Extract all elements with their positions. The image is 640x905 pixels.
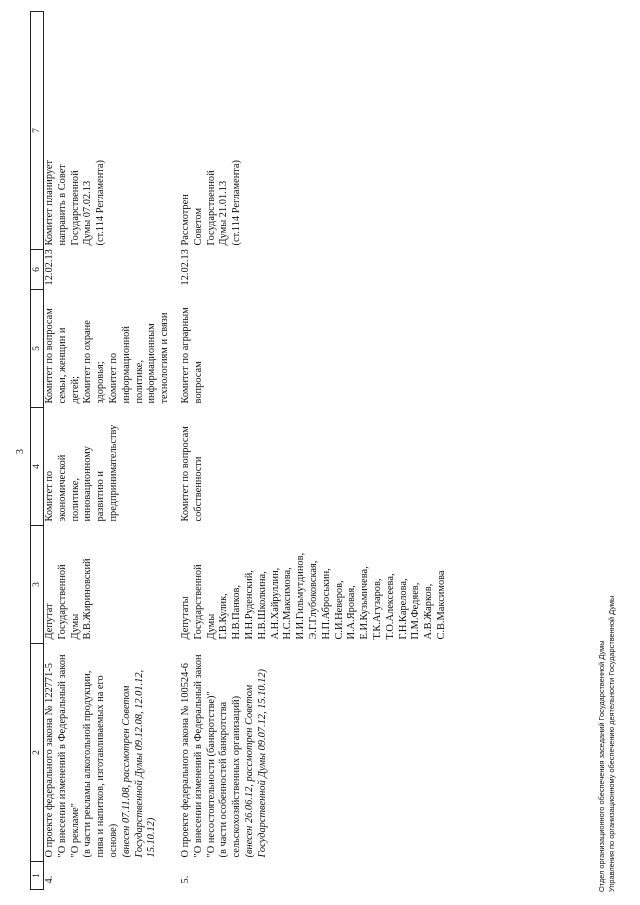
- initiator-line: Депутат: [44, 603, 55, 640]
- date-line: 12.02.13: [44, 249, 55, 286]
- status-line: (ст.114 Регламента): [95, 160, 107, 246]
- footer: [597, 562, 617, 892]
- row-number-line: 4.: [44, 875, 55, 884]
- column-number: 7: [31, 12, 44, 250]
- co-executor-committees-line: Комитет по вопросам: [44, 308, 55, 404]
- status-line: Думы 21.01.13: [218, 180, 230, 246]
- initiator-line: В.В.Жириновский: [82, 558, 94, 640]
- initiator-line: Г.В.Кулик,: [218, 593, 230, 640]
- responsible-committee-line: собственности: [192, 456, 204, 522]
- co-executor-committees-line: информационной: [120, 326, 132, 404]
- responsible-committee-line: развитию и: [95, 471, 107, 522]
- initiator-line: Э.Г.Глубоковская,: [307, 560, 319, 640]
- initiator-line: Государственной: [192, 564, 204, 640]
- responsible-committee-line: Комитет по вопросам: [179, 426, 191, 522]
- initiator-line: Н.В.Панков,: [231, 584, 243, 640]
- responsible-committee: [180, 408, 457, 526]
- column-number: 5: [31, 290, 44, 408]
- responsible-committee-line: экономической: [56, 454, 68, 522]
- co-executor-committees-line: Комитет по охране: [82, 320, 94, 404]
- bill-title-note-line: (внесен 26.06.12, рассмотрен Советом: [243, 684, 255, 858]
- co-executor-committees-line: информационным: [146, 323, 158, 404]
- responsible-committee-line: политике,: [69, 478, 81, 522]
- initiator: [44, 526, 180, 644]
- page-number: 3: [15, 449, 26, 454]
- responsible-committee: [44, 408, 180, 526]
- initiator-line: Государственной: [56, 564, 68, 640]
- initiator-line: Т.К.Агузаров,: [371, 578, 383, 640]
- initiator-line: Н.В.Школкина,: [256, 571, 268, 640]
- bill-title-line: (в части рекламы алкогольной продукции,: [82, 670, 94, 858]
- table-body: [44, 12, 457, 890]
- column-number: 3: [31, 526, 44, 644]
- initiator-line: А.В.Жарков,: [423, 583, 435, 640]
- bill-title-note-line: 15.10.12): [146, 817, 158, 858]
- date-line: 12.02.13: [179, 249, 191, 286]
- column-number: 1: [31, 862, 44, 890]
- bill-title-note-line: Государственной Думы 09.12.08, 12.01.12,: [133, 669, 145, 858]
- initiator-line: А.Н.Хайруллин,: [269, 567, 281, 640]
- status: [44, 12, 180, 250]
- table-row: [180, 12, 457, 890]
- initiator-line: И.А.Яровая,: [346, 585, 358, 640]
- initiator: [180, 526, 457, 644]
- co-executor-committees: [44, 290, 180, 408]
- footer-line: Отдел организационного обеспечения заседаний Государственной Думы: [597, 640, 606, 892]
- initiator-line: С.В.Максимова: [435, 570, 447, 640]
- bill-title-line: сельскохозяйственных организаций): [231, 695, 243, 858]
- co-executor-committees-line: Комитет по: [107, 352, 119, 404]
- co-executor-committees-line: здоровья;: [95, 361, 107, 404]
- table-row: [44, 12, 180, 890]
- bill-title-line: пива и напитков, изготавливаемых на его: [95, 675, 107, 858]
- bill-title-line: "О рекламе": [69, 803, 81, 858]
- bill-title: [180, 644, 457, 862]
- bill-title-line: (в части особенностей банкротства: [218, 701, 230, 858]
- row-number: [44, 862, 180, 890]
- co-executor-committees-line: политике,: [133, 360, 145, 404]
- initiator-line: Думы: [69, 613, 81, 640]
- status-line: Государственной: [69, 170, 81, 246]
- date: [44, 250, 180, 290]
- bill-title: [44, 644, 180, 862]
- bill-title-note-line: (внесен 07.11.08, рассмотрен Советом: [120, 685, 132, 858]
- bill-title-note-line: Государственной Думы 09.07.12, 15.10.12): [256, 669, 268, 858]
- bill-title-line: О проекте федерального закона № 122771-5: [44, 663, 55, 858]
- row-number-line: 5.: [179, 875, 191, 884]
- co-executor-committees: [180, 290, 457, 408]
- footer-line: Управления по организационному обеспечению деятельности Государственной Думы: [607, 595, 616, 892]
- bill-title-line: О проекте федерального закона № 100524-6: [179, 663, 191, 858]
- bills-table: [30, 11, 457, 890]
- initiator-line: Думы: [205, 613, 217, 640]
- initiator-line: П.М.Федяев,: [410, 582, 422, 640]
- rotated-page: [30, 12, 447, 890]
- bill-title-line: "О внесении изменений в Федеральный закон: [192, 654, 204, 858]
- status-line: Комитет планирует: [44, 159, 55, 246]
- column-number: 4: [31, 408, 44, 526]
- status: [180, 12, 457, 250]
- initiator-line: Депутаты: [179, 596, 191, 640]
- initiator-line: Е.И.Кузьмичева,: [359, 566, 371, 640]
- status-line: Советом: [192, 207, 204, 246]
- initiator-line: Г.Н.Карелова,: [397, 578, 409, 640]
- initiator-line: И.И.Гильмутдинов,: [295, 552, 307, 640]
- column-number: 2: [31, 644, 44, 862]
- initiator-line: Т.О.Алексеева,: [384, 573, 396, 640]
- date: [180, 250, 457, 290]
- co-executor-committees-line: детей;: [69, 376, 81, 404]
- column-number-row: [31, 12, 44, 890]
- responsible-committee-line: предпринимательству: [107, 424, 119, 522]
- bill-title-line: "О несостоятельности (банкротстве)": [205, 691, 217, 858]
- initiator-line: И.Н.Руденский,: [243, 570, 255, 640]
- status-line: (ст.114 Регламента): [231, 160, 243, 246]
- status-line: Государственной: [205, 170, 217, 246]
- initiator-line: Н.П.Аброськин,: [320, 568, 332, 640]
- status-line: Думы 07.02.13: [82, 180, 94, 246]
- responsible-committee-line: инновационному: [82, 446, 94, 522]
- row-number: [180, 862, 457, 890]
- status-line: направить в Совет: [56, 164, 68, 246]
- column-number: 6: [31, 250, 44, 290]
- co-executor-committees-line: семьи, женщин и: [56, 327, 68, 404]
- bill-title-line: основе): [107, 823, 119, 858]
- responsible-committee-line: Комитет по: [44, 470, 55, 522]
- bill-title-line: "О внесении изменений в Федеральный закон: [56, 654, 68, 858]
- co-executor-committees-line: вопросам: [192, 361, 204, 404]
- initiator-line: С.И.Неверов,: [333, 580, 345, 640]
- co-executor-committees-line: технологиям и связи: [159, 312, 171, 404]
- initiator-line: Н.С.Максимова,: [282, 567, 294, 640]
- status-line: Рассмотрен: [179, 194, 191, 246]
- co-executor-committees-line: Комитет по аграрным: [179, 307, 191, 404]
